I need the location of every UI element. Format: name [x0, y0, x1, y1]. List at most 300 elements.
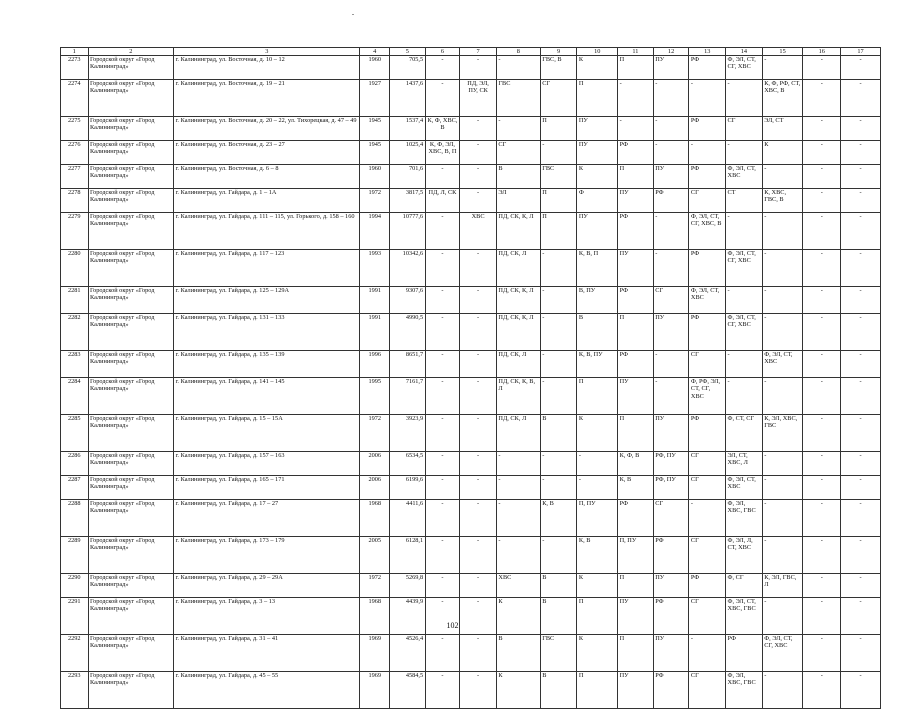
table-cell: К [577, 165, 618, 189]
column-number-cell: 12 [653, 48, 689, 56]
table-cell: - [653, 351, 689, 378]
table-cell: - [841, 56, 881, 80]
table-cell: РФ [653, 672, 689, 709]
column-number-cell: 13 [689, 48, 726, 56]
table-cell: - [803, 80, 841, 117]
table-cell: 2275 [61, 117, 89, 141]
table-cell: 1945 [360, 141, 390, 165]
table-cell: ПУ [653, 574, 689, 598]
table-cell: РФ [689, 56, 726, 80]
table-cell: П [618, 56, 654, 80]
table-cell: - [540, 537, 577, 574]
table-cell: - [653, 117, 689, 141]
table-cell: Городской округ «Город Калининград» [88, 500, 174, 537]
table-cell: - [689, 80, 726, 117]
table-cell: 8651,7 [390, 351, 426, 378]
table-cell: 1960 [360, 165, 390, 189]
table-cell: РФ [653, 537, 689, 574]
table-cell: - [460, 314, 497, 351]
table-cell: 2277 [61, 165, 89, 189]
table-cell: - [762, 672, 803, 709]
table-cell: Городской округ «Город Калининград» [88, 250, 174, 287]
table-cell: - [460, 415, 497, 452]
table-cell: 4526,4 [390, 635, 426, 672]
table-cell: - [841, 635, 881, 672]
table-cell: г. Калининград, ул. Гайдара, д. 15 – 15А [174, 415, 360, 452]
table-cell: Ф [577, 189, 618, 213]
table-cell: г. Калининград, ул. Гайдара, д. 135 – 139 [174, 351, 360, 378]
table-cell: - [726, 141, 763, 165]
table-cell: - [496, 117, 540, 141]
table-cell: ПД, СК, Л [496, 351, 540, 378]
table-cell: - [762, 213, 803, 250]
table-cell: В [496, 635, 540, 672]
table-cell: К, ЭЛ, ХВС, ГВС [762, 415, 803, 452]
table-cell: ГВС [540, 165, 577, 189]
table-cell: - [803, 537, 841, 574]
table-row [61, 635, 881, 672]
table-cell: - [841, 415, 881, 452]
table-cell: 2292 [61, 635, 89, 672]
table-cell: Городской округ «Город Калининград» [88, 537, 174, 574]
table-cell: РФ, ПУ [653, 452, 689, 476]
table-cell: г. Калининград, ул. Гайдара, д. 29 – 29А [174, 574, 360, 598]
table-cell: Городской округ «Город Калининград» [88, 287, 174, 314]
table-row [61, 56, 881, 80]
table-cell: - [803, 314, 841, 351]
table-row [61, 314, 881, 351]
table-cell: - [653, 80, 689, 117]
table-cell: РФ [618, 351, 654, 378]
table-cell: 2290 [61, 574, 89, 598]
table-cell: 2282 [61, 314, 89, 351]
table-cell: - [803, 574, 841, 598]
table-cell: П [540, 189, 577, 213]
table-cell: РФ [618, 141, 654, 165]
table-cell: К, Ф, ХВС, В [425, 117, 460, 141]
table-cell: - [425, 351, 460, 378]
table-row [61, 476, 881, 500]
column-number-cell: 5 [390, 48, 426, 56]
table-cell: - [841, 165, 881, 189]
table-cell: Городской округ «Город Калининград» [88, 672, 174, 709]
table-cell: П [618, 314, 654, 351]
table-cell: 1972 [360, 189, 390, 213]
table-cell: Ф, ЭЛ, Л, СТ, ХВС [726, 537, 763, 574]
column-number-cell: 16 [803, 48, 841, 56]
table-cell: Ф, ЭЛ, СТ, ХВС [726, 476, 763, 500]
table-cell: - [425, 635, 460, 672]
table-cell: 3923,9 [390, 415, 426, 452]
table-cell: - [425, 56, 460, 80]
table-cell: П [577, 378, 618, 415]
table-cell: СГ [496, 141, 540, 165]
table-cell: ПУ [618, 250, 654, 287]
table-cell: - [460, 672, 497, 709]
table-cell: - [653, 213, 689, 250]
table-cell: ПУ [618, 598, 654, 635]
table-cell: - [762, 287, 803, 314]
table-cell: ПД, СК, К, Л [496, 213, 540, 250]
table-cell: Городской округ «Город Калининград» [88, 189, 174, 213]
table-cell: В [577, 314, 618, 351]
table-cell: В [496, 165, 540, 189]
table-cell: - [425, 165, 460, 189]
table-cell: СГ [653, 500, 689, 537]
table-cell: В [540, 598, 577, 635]
table-cell: К [577, 635, 618, 672]
table-cell: Ф, ЭЛ, СТ, СГ, ХВС [726, 56, 763, 80]
table-cell: - [618, 117, 654, 141]
table-cell: - [762, 165, 803, 189]
table-cell: - [460, 189, 497, 213]
table-cell: Городской округ «Город Калининград» [88, 415, 174, 452]
table-cell: - [803, 598, 841, 635]
table-cell: РФ [689, 314, 726, 351]
table-cell: СГ [689, 598, 726, 635]
column-number-cell: 3 [174, 48, 360, 56]
table-cell: 2286 [61, 452, 89, 476]
table-cell: - [653, 378, 689, 415]
table-cell: ГВС, В [540, 56, 577, 80]
table-cell: Городской округ «Город Калининград» [88, 141, 174, 165]
table-cell: - [653, 141, 689, 165]
table-cell: - [841, 80, 881, 117]
table-row [61, 250, 881, 287]
table-cell: г. Калининград, ул. Гайдара, д. 45 – 55 [174, 672, 360, 709]
table-cell: Городской округ «Город Калининград» [88, 598, 174, 635]
page-number: 102 [446, 621, 459, 630]
table-cell: - [803, 189, 841, 213]
table-cell: 4439,9 [390, 598, 426, 635]
table-cell: 1993 [360, 250, 390, 287]
table-cell: Городской округ «Город Калининград» [88, 351, 174, 378]
table-cell: - [425, 500, 460, 537]
column-number-cell: 17 [841, 48, 881, 56]
table-cell: - [841, 117, 881, 141]
table-cell: - [425, 476, 460, 500]
table-cell: 1968 [360, 598, 390, 635]
table-cell: СГ [540, 80, 577, 117]
column-number-cell: 7 [460, 48, 497, 56]
table-cell: - [803, 452, 841, 476]
table-cell: - [762, 452, 803, 476]
table-row [61, 117, 881, 141]
table-cell: 1991 [360, 287, 390, 314]
table-cell: К, В [618, 476, 654, 500]
table-cell: - [460, 635, 497, 672]
table-cell: 705,5 [390, 56, 426, 80]
table-cell: - [496, 476, 540, 500]
table-cell: - [496, 537, 540, 574]
table-cell: ЭЛ, СТ [762, 117, 803, 141]
table-cell: - [460, 574, 497, 598]
table-row [61, 574, 881, 598]
column-number-cell: 15 [762, 48, 803, 56]
table-cell: - [425, 213, 460, 250]
housing-register-table [60, 47, 881, 709]
table-cell: г. Калининград, ул. Гайдара, д. 3 – 13 [174, 598, 360, 635]
table-cell: 2289 [61, 537, 89, 574]
table-cell: 2291 [61, 598, 89, 635]
table-cell: - [841, 213, 881, 250]
table-cell: 1025,4 [390, 141, 426, 165]
table-cell: ГВС [540, 635, 577, 672]
table-cell: Городской округ «Город Калининград» [88, 165, 174, 189]
table-cell: - [762, 500, 803, 537]
table-cell: - [689, 635, 726, 672]
table-cell: - [425, 452, 460, 476]
table-cell: - [841, 452, 881, 476]
table-cell: СГ [689, 452, 726, 476]
table-cell: - [803, 141, 841, 165]
table-cell: 1960 [360, 56, 390, 80]
table-cell: 1969 [360, 635, 390, 672]
table-cell: - [425, 672, 460, 709]
table-cell: г. Калининград, ул. Восточная, д. 20 – 22, ул. Тихорецкая, д. 47 – 49 [174, 117, 360, 141]
table-row [61, 213, 881, 250]
table-cell: ПД, СК, Л [496, 415, 540, 452]
table-cell: П, ПУ [618, 537, 654, 574]
table-cell: - [460, 56, 497, 80]
table-cell: Ф, ЭЛ, СТ, ХВС [762, 351, 803, 378]
table-cell: ПУ [577, 117, 618, 141]
table-cell: 10342,6 [390, 250, 426, 287]
table-cell: ПД, СК, Л [496, 250, 540, 287]
table-cell: 6128,1 [390, 537, 426, 574]
column-number-cell: 14 [726, 48, 763, 56]
table-cell: К [496, 598, 540, 635]
table-body [61, 56, 881, 709]
table-cell: В [540, 415, 577, 452]
table-cell: СТ [726, 189, 763, 213]
table-cell: П [577, 672, 618, 709]
table-cell: 6534,5 [390, 452, 426, 476]
scan-speck [352, 14, 354, 15]
table-cell: ПД, ЭЛ, ПУ, СК [460, 80, 497, 117]
table-cell: 2006 [360, 476, 390, 500]
table-cell: К, В [577, 537, 618, 574]
table-cell: - [762, 598, 803, 635]
table-cell: - [425, 415, 460, 452]
table-cell: - [841, 537, 881, 574]
column-number-cell: 1 [61, 48, 89, 56]
table-cell: РФ [618, 287, 654, 314]
table-cell: К, Ф, В [618, 452, 654, 476]
table-cell: - [803, 672, 841, 709]
table-cell: П [540, 117, 577, 141]
table-cell: 3817,5 [390, 189, 426, 213]
table-cell: - [803, 56, 841, 80]
table-cell: 2279 [61, 213, 89, 250]
table-cell: 2285 [61, 415, 89, 452]
table-cell: СГ [689, 351, 726, 378]
table-cell: СГ [653, 287, 689, 314]
table-row [61, 287, 881, 314]
table-cell: ГВС [496, 80, 540, 117]
table-cell: ПД, СК, К, Л [496, 314, 540, 351]
table-cell: г. Калининград, ул. Гайдара, д. 111 – 115, ул. Горького, д. 158 – 160 [174, 213, 360, 250]
table-cell: г. Калининград, ул. Гайдара, д. 17 – 27 [174, 500, 360, 537]
table-cell: ПУ [653, 314, 689, 351]
table-cell: - [540, 351, 577, 378]
table-cell: СГ [689, 476, 726, 500]
table-cell: - [762, 378, 803, 415]
table-cell: РФ [689, 574, 726, 598]
table-cell: г. Калининград, ул. Гайдара, д. 173 – 179 [174, 537, 360, 574]
table-cell: - [577, 452, 618, 476]
table-cell: Ф, ЭЛ, СТ, СГ, ХВС [726, 314, 763, 351]
table-cell: РФ [726, 635, 763, 672]
table-cell: - [577, 476, 618, 500]
table-cell: ПУ [577, 141, 618, 165]
table-cell: К [577, 574, 618, 598]
table-cell: - [540, 476, 577, 500]
table-cell: - [425, 598, 460, 635]
table-cell: Ф, ЭЛ, СТ, ХВС [689, 287, 726, 314]
table-cell: П [618, 635, 654, 672]
table-cell: 1969 [360, 672, 390, 709]
table-cell: - [803, 378, 841, 415]
table-cell: РФ [689, 415, 726, 452]
table-cell: 2005 [360, 537, 390, 574]
table-cell: Ф, СТ, СГ [726, 415, 763, 452]
table-cell: Ф, ЭЛ, СТ, СГ, ХВС [726, 250, 763, 287]
table-cell: - [803, 117, 841, 141]
table-cell: - [540, 141, 577, 165]
table-cell: г. Калининград, ул. Гайдара, д. 31 – 41 [174, 635, 360, 672]
table-row [61, 165, 881, 189]
table-cell: 1972 [360, 415, 390, 452]
table-row [61, 452, 881, 476]
table-cell: - [803, 351, 841, 378]
table-cell: Городской округ «Город Калининград» [88, 574, 174, 598]
table-cell: 5269,8 [390, 574, 426, 598]
table-cell: Городской округ «Город Калининград» [88, 213, 174, 250]
table-cell: 10777,6 [390, 213, 426, 250]
table-cell: 2288 [61, 500, 89, 537]
table-cell: - [460, 165, 497, 189]
table-cell: 2283 [61, 351, 89, 378]
column-number-cell: 9 [540, 48, 577, 56]
table-cell: г. Калининград, ул. Восточная, д. 10 – 12 [174, 56, 360, 80]
table-cell: - [540, 452, 577, 476]
table-cell: 1991 [360, 314, 390, 351]
table-cell: - [653, 250, 689, 287]
table-cell: - [762, 476, 803, 500]
table-cell: - [841, 351, 881, 378]
table-cell: - [762, 537, 803, 574]
table-cell: - [841, 574, 881, 598]
table-cell: К [577, 415, 618, 452]
table-cell: - [803, 635, 841, 672]
table-cell: - [841, 314, 881, 351]
table-cell: 1437,6 [390, 80, 426, 117]
table-cell: К [496, 672, 540, 709]
table-cell: - [460, 141, 497, 165]
table-cell: СГ [689, 189, 726, 213]
table-cell: П [540, 213, 577, 250]
table-cell: РФ [653, 598, 689, 635]
table-cell: ПУ [577, 213, 618, 250]
table-cell: РФ [618, 500, 654, 537]
table-cell: - [841, 250, 881, 287]
table-cell: - [726, 287, 763, 314]
table-cell: 2287 [61, 476, 89, 500]
table-cell: 1537,4 [390, 117, 426, 141]
table-row [61, 189, 881, 213]
table-row [61, 351, 881, 378]
table-cell: г. Калининград, ул. Восточная, д. 23 – 27 [174, 141, 360, 165]
table-cell: г. Калининград, ул. Гайдара, д. 157 – 163 [174, 452, 360, 476]
table-cell: - [803, 250, 841, 287]
table-cell: Ф, ЭЛ, ХВС, ГВС [726, 500, 763, 537]
table-cell: 1995 [360, 378, 390, 415]
table-cell: г. Калининград, ул. Восточная, д. 6 – 8 [174, 165, 360, 189]
table-cell: В, ПУ [577, 287, 618, 314]
table-cell: - [841, 141, 881, 165]
table-cell: - [618, 80, 654, 117]
table-cell: - [762, 250, 803, 287]
table-cell: - [841, 500, 881, 537]
table-cell: К [762, 141, 803, 165]
table-cell: 2273 [61, 56, 89, 80]
column-number-cell: 8 [496, 48, 540, 56]
table-cell: П [618, 574, 654, 598]
table-cell: - [460, 598, 497, 635]
table-cell: ПУ [653, 56, 689, 80]
table-cell: - [460, 378, 497, 415]
table-cell: - [425, 250, 460, 287]
column-number-cell: 6 [425, 48, 460, 56]
table-cell: 2278 [61, 189, 89, 213]
table-cell: РФ [689, 117, 726, 141]
table-cell: 1968 [360, 500, 390, 537]
table-cell: - [841, 189, 881, 213]
table-cell: Городской округ «Город Калининград» [88, 452, 174, 476]
table-cell: 1994 [360, 213, 390, 250]
table-cell: П, ПУ [577, 500, 618, 537]
table-cell: 2281 [61, 287, 89, 314]
table-cell: - [726, 378, 763, 415]
column-number-cell: 10 [577, 48, 618, 56]
table-cell: г. Калининград, ул. Восточная, д. 19 – 21 [174, 80, 360, 117]
table-cell: - [460, 287, 497, 314]
table-cell: 7161,7 [390, 378, 426, 415]
table-cell: - [460, 250, 497, 287]
table-cell: Городской округ «Город Калининград» [88, 314, 174, 351]
table-cell: - [460, 452, 497, 476]
table-cell: Ф, ЭЛ, ХВС, ГВС [726, 672, 763, 709]
table-cell: ПУ [653, 415, 689, 452]
table-cell: г. Калининград, ул. Гайдара, д. 125 – 129А [174, 287, 360, 314]
table-cell: - [803, 213, 841, 250]
table-cell: - [425, 378, 460, 415]
table-cell: К, В [540, 500, 577, 537]
table-row [61, 141, 881, 165]
table-cell: 1945 [360, 117, 390, 141]
table-cell: 701,6 [390, 165, 426, 189]
table-cell: РФ [689, 165, 726, 189]
table-cell: - [425, 287, 460, 314]
table-cell: - [803, 500, 841, 537]
table-cell: 2280 [61, 250, 89, 287]
table-cell: П [618, 415, 654, 452]
table-cell: Ф, ЭЛ, СТ, ХВС, ГВС [726, 598, 763, 635]
table-cell: - [762, 314, 803, 351]
table-cell: СГ [726, 117, 763, 141]
table-cell: В [540, 672, 577, 709]
